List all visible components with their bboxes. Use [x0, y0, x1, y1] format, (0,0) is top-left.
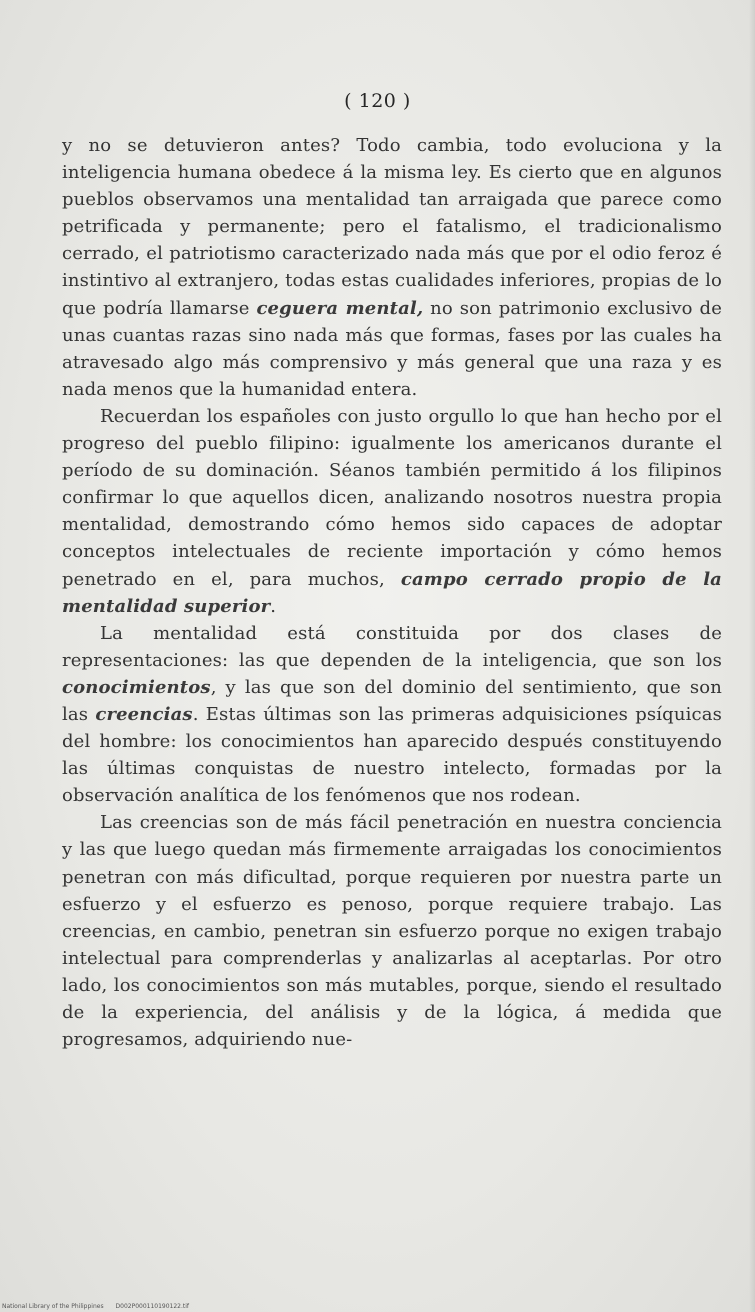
text-run: . Estas últimas son las primeras adquisiciones psíquicas del hombre: los conocimientos han aparecido después constituyendo las últimas conquistas de nuestro intelecto, formadas por la observación analítica de los fenómenos que nos rodean. — [62, 703, 722, 807]
text-run: y no se detuvieron antes? Todo cambia, todo evoluciona y la inteligencia humana obedece á la misma ley. Es cierto que en algunos pueblos observamos una mentalidad tan arraigada que parece como petrificada y permanente; pero el fatalismo, el tradicionalismo cerrado, el patriotismo caracterizado nada más que por el odio feroz é instintivo al extranjero, todas estas cualidades inferiores, propias de lo que podría llamarse — [62, 135, 722, 319]
emphasized-term: creencias — [95, 703, 193, 725]
paragraph — [62, 403, 722, 620]
paragraph — [62, 809, 722, 1053]
scan-file-code: D002P000110190122.tif — [115, 1303, 190, 1310]
emphasized-term: ceguera mental, — [256, 297, 424, 319]
text-run: Las creencias son de más fácil penetración en nuestra conciencia y las que luego quedan más firmemente arraigadas los conocimientos penetran con más dificultad, porque requieren por nuestra parte un esfuerzo y el esfuerzo es penoso, porque requiere trabajo. Las creencias, en cambio, penetran sin esfuerzo porque no exigen trabajo intelectual para comprenderlas y analizarlas al aceptarlas. Por otro lado, los conocimientos son más mutables, porque, siendo el resultado de la experiencia, del análisis y de la lógica, á medida que progresamos, adquiriendo nue- — [62, 812, 722, 1051]
library-credit: National Library of the Philippines — [2, 1303, 104, 1310]
text-run: no son patrimonio exclusivo de unas cuantas razas sino nada más que formas, fases por las cuales ha atravesado algo más comprensivo y más general que una raza y es nada menos que la humanidad entera. — [62, 297, 722, 400]
emphasized-term: campo cerrado propio de la mentalidad superior — [62, 568, 723, 617]
scan-footer — [2, 1303, 199, 1310]
text-run: Recuerdan los españoles con justo orgullo lo que han hecho por el progreso del pueblo filipino: igualmente los americanos durante el período de su dominación. Séanos también permitido á los filipinos confirmar lo que aquellos dicen, analizando nosotros nuestra propia mentalidad, demostrando cómo hemos sido capaces de adoptar conceptos intelectuales de reciente importación y cómo hemos penetrado en el, para muchos, — [62, 405, 722, 590]
text-run: , y las que son del dominio del sentimiento, que son las — [62, 676, 722, 725]
emphasized-term: conocimientos — [62, 676, 211, 698]
paragraph — [62, 620, 722, 810]
paragraph — [62, 132, 722, 403]
text-run: La mentalidad está constituida por dos clases de representaciones: las que dependen de la inteligencia, que son los — [62, 622, 722, 671]
body-text — [62, 132, 722, 1053]
page-number: ( 120 ) — [344, 90, 411, 112]
page-edge-shadow — [749, 0, 755, 1312]
text-run: . — [270, 595, 277, 617]
